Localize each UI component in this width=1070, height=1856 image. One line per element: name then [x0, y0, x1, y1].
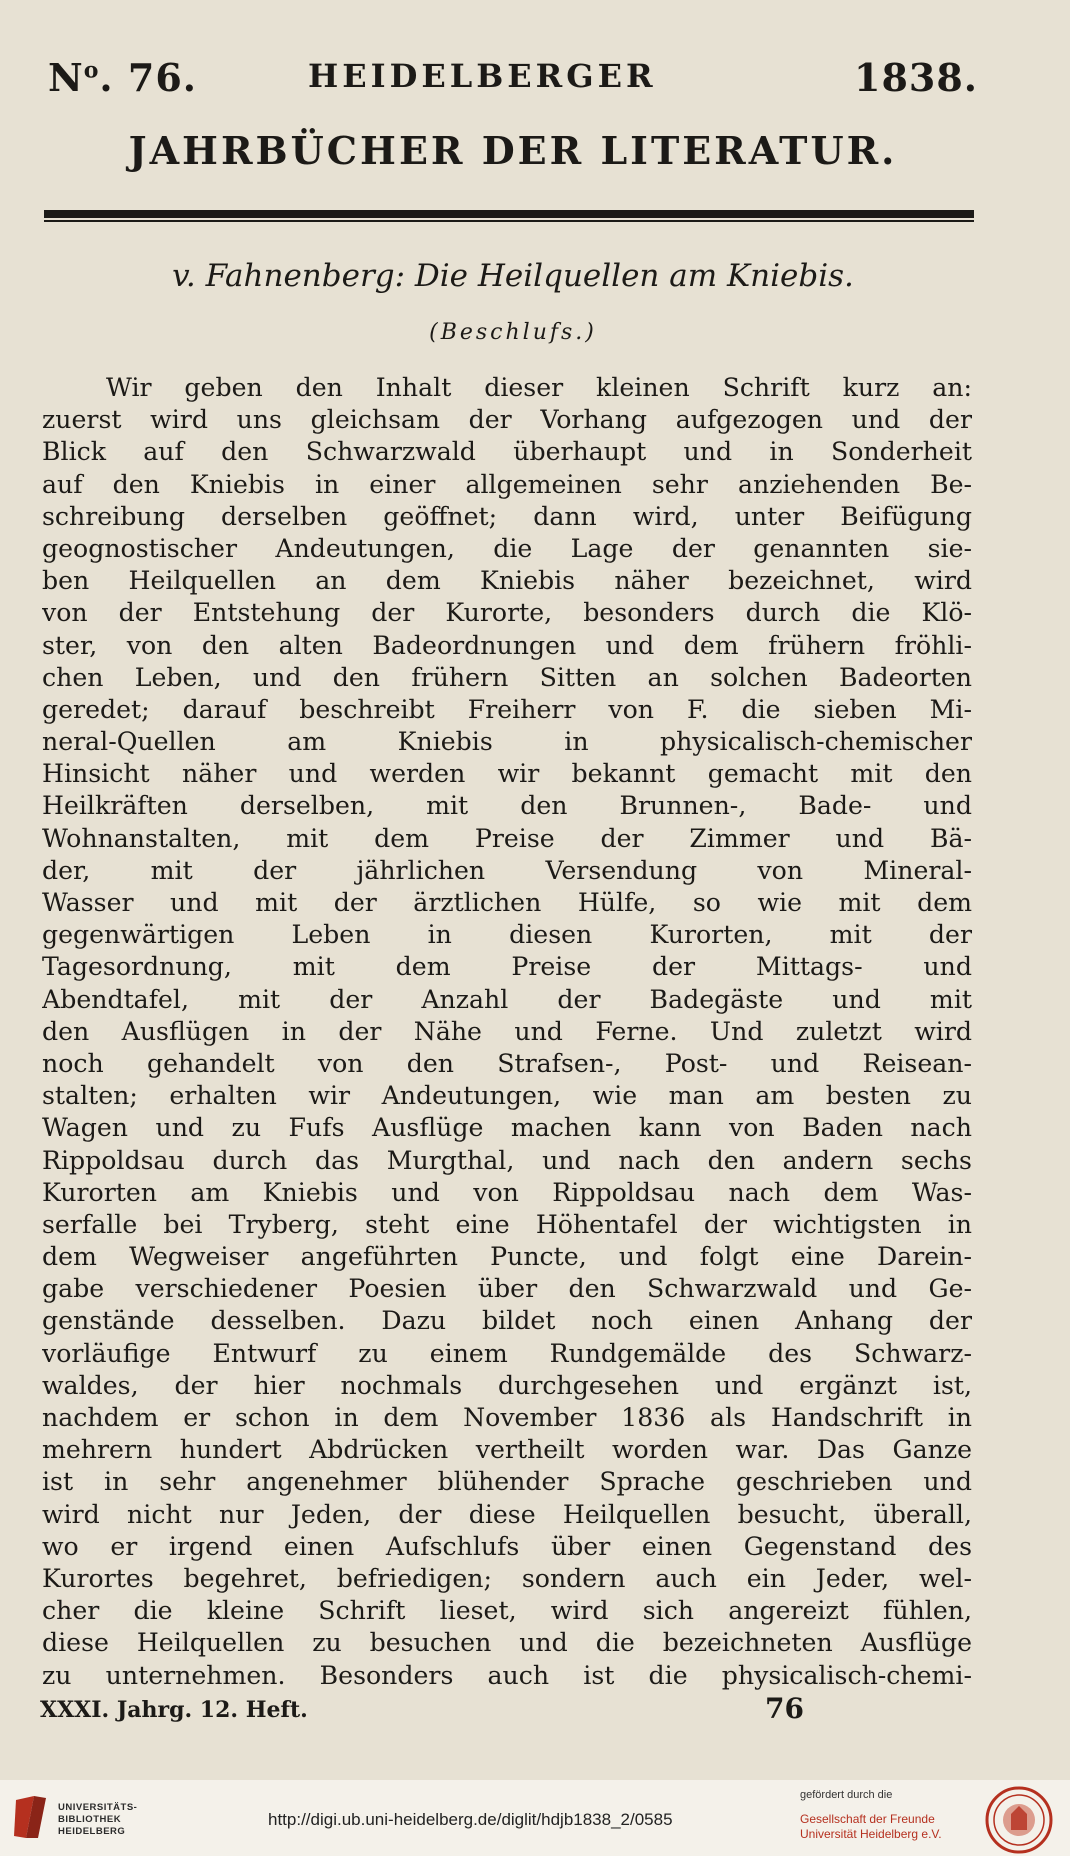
text-line: Hinsicht näher und werden wir bekannt gemacht mit den — [42, 759, 972, 789]
issue-number: $N^o$. 76. — [48, 55, 197, 100]
text-line: serfalle bei Tryberg, steht eine Höhentafel der wichtigsten in — [42, 1209, 972, 1239]
text-line: Kurorten am Kniebis und von Rippoldsau nach dem Was- — [42, 1177, 972, 1207]
text-line: neral-Quellen am Kniebis in physicalisch-chemischer — [42, 727, 972, 757]
digitization-banner — [0, 1780, 1070, 1856]
sponsor-credit: gefördert durch die Gesellschaft der Freunde Universität Heidelberg e.V. — [800, 1789, 942, 1841]
text-line: Wagen und zu Fufs Ausflüge machen kann von Baden nach — [42, 1113, 972, 1143]
journal-name: HEIDELBERGER — [308, 57, 657, 95]
text-line: mehrern hundert Abdrücken vertheilt worden war. Das Ganze — [42, 1435, 972, 1465]
text-line: von der Entstehung der Kurorte, besonders durch die Klö- — [42, 598, 972, 628]
journal-title: JAHRBÜCHER DER LITERATUR. — [128, 128, 898, 173]
library-name: UNIVERSITÄTS- BIBLIOTHEK HEIDELBERG — [58, 1802, 138, 1837]
text-line: Abendtafel, mit der Anzahl der Badegäste und mit — [42, 984, 972, 1014]
text-line: Wohnanstalten, mit dem Preise der Zimmer und Bä- — [42, 823, 972, 853]
library-logo-icon — [12, 1792, 48, 1842]
text-line: vorläufige Entwurf zu einem Rundgemälde des Schwarz- — [42, 1338, 972, 1368]
university-seal-icon — [985, 1786, 1053, 1854]
text-line: geredet; darauf beschreibt Freiherr von F. die sieben Mi- — [42, 694, 972, 724]
text-line: zu unternehmen. Besonders auch ist die physicalisch-chemi- — [42, 1660, 972, 1690]
year: 1838. — [854, 55, 978, 100]
text-line: ben Heilquellen an dem Kniebis näher bezeichnet, wird — [42, 566, 972, 596]
text-line: ist in sehr angenehmer blühender Sprache geschrieben und — [42, 1467, 972, 1497]
article-title: v. Fahnenberg: Die Heilquellen am Kniebis. — [172, 258, 854, 294]
permalink-url[interactable]: http://digi.ub.uni-heidelberg.de/diglit/hdjb1838_2/0585 — [268, 1810, 673, 1829]
text-line: nachdem er schon in dem November 1836 als Handschrift in — [42, 1403, 972, 1432]
text-line: noch gehandelt von den Strafsen-, Post- und Reisean- — [42, 1048, 972, 1078]
sheet-signature: XXXI. Jahrg. 12. Heft. — [40, 1697, 308, 1723]
text-line: chen Leben, und den frühern Sitten an solchen Badeorten — [42, 662, 972, 692]
text-line: dem Wegweiser angeführten Puncte, und folgt eine Darein- — [42, 1242, 972, 1272]
text-line: schreibung derselben geöffnet; dann wird, unter Beifügung — [42, 501, 972, 531]
text-line: zuerst wird uns gleichsam der Vorhang aufgezogen und der — [42, 405, 972, 435]
text-line: stalten; erhalten wir Andeutungen, wie man am besten zu — [42, 1081, 972, 1111]
article-conclusion-note: (Beschlufs.) — [429, 320, 597, 345]
page-number: 76 — [765, 1692, 804, 1725]
text-line: cher die kleine Schrift lieset, wird sich angereizt fühlen, — [42, 1596, 972, 1626]
header-rule-thick — [44, 210, 974, 218]
text-line: waldes, der hier nochmals durchgesehen und ergänzt ist, — [42, 1370, 972, 1400]
text-line: Blick auf den Schwarzwald überhaupt und in Sonderheit — [42, 437, 972, 467]
running-header — [48, 55, 978, 105]
text-line: wird nicht nur Jeden, der diese Heilquellen besucht, überall, — [42, 1499, 972, 1529]
text-line: auf den Kniebis in einer allgemeinen sehr anziehenden Be- — [42, 469, 972, 499]
article-body — [42, 372, 972, 1692]
text-line: wo er irgend einen Aufschlufs über einen Gegenstand des — [42, 1531, 972, 1561]
text-line: Kurortes begehret, befriedigen; sondern auch ein Jeder, wel- — [42, 1563, 972, 1593]
text-line: genstände desselben. Dazu bildet noch einen Anhang der — [42, 1306, 972, 1336]
text-line: ster, von den alten Badeordnungen und dem frühern fröhli- — [42, 630, 972, 660]
text-line: Rippoldsau durch das Murgthal, und nach den andern sechs — [42, 1145, 972, 1175]
text-line: gabe verschiedener Poesien über den Schwarzwald und Ge- — [42, 1274, 972, 1304]
text-line: den Ausflügen in der Nähe und Ferne. Und zuletzt wird — [42, 1016, 972, 1046]
text-line: diese Heilquellen zu besuchen und die bezeichneten Ausflüge — [42, 1628, 972, 1658]
text-line: Tagesordnung, mit dem Preise der Mittags- und — [42, 952, 972, 982]
text-line: gegenwärtigen Leben in diesen Kurorten, mit der — [42, 920, 972, 950]
text-line: der, mit der jährlichen Versendung von Mineral- — [42, 855, 972, 885]
text-line: Wir geben den Inhalt dieser kleinen Schrift kurz an: — [106, 373, 972, 402]
text-line: geognostischer Andeutungen, die Lage der genannten sie- — [42, 533, 972, 563]
header-rule-thin — [44, 220, 974, 222]
text-line: Heilkräften derselben, mit den Brunnen-, Bade- und — [42, 791, 972, 821]
text-line: Wasser und mit der ärztlichen Hülfe, so wie mit dem — [42, 888, 972, 917]
